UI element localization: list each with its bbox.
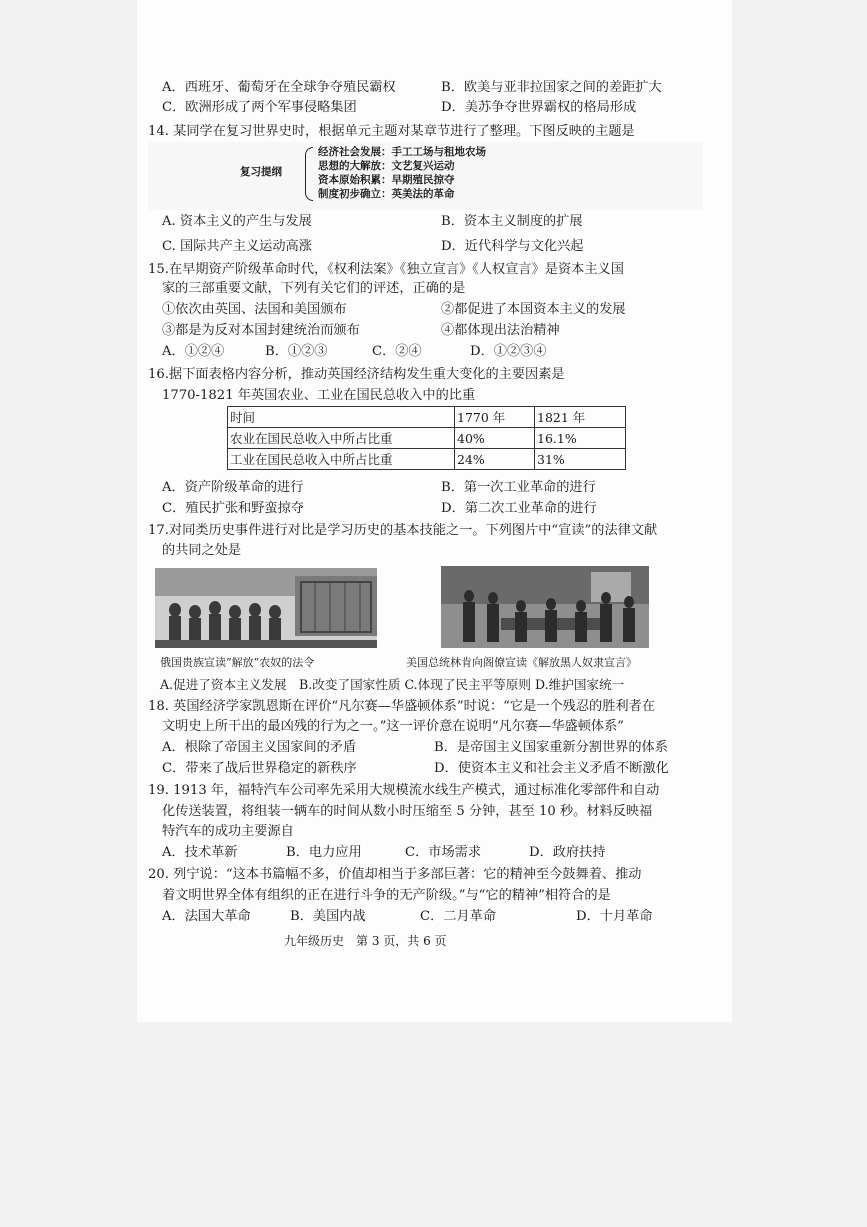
q19-stem-line-3: 特汽车的成功主要源自 [162, 824, 294, 839]
q17-options: A.促进了资本主义发展 B.改变了国家性质 C.体现了民主平等原则 D.维护国家统一 [160, 677, 625, 692]
q14-option-c: C. 国际共产主义运动高涨 [162, 239, 312, 254]
q19-stem-line-1: 19. 1913 年，福特汽车公司率先采用大规模流水线生产模式，通过标准化零部件和自动 [148, 783, 660, 798]
q17-stem-line-2: 的共同之处是 [162, 543, 242, 558]
table-row [228, 428, 626, 449]
q16-option-c: C．殖民扩张和野蛮掠夺 [162, 501, 304, 516]
image-caption-lincoln: 美国总统林肯向阁僚宣读《解放黑人奴隶宣言》 [406, 656, 637, 669]
q20-option-d: D．十月革命 [576, 909, 653, 924]
q18-stem-line-1: 18. 英国经济学家凯恩斯在评价“凡尔赛—华盛顿体系”时说：“它是一个残忍的胜利者在 [148, 699, 655, 714]
q14-stem: 14. 某同学在复习世界史时，根据单元主题对某章节进行了整理。下图反映的主题是 [148, 124, 635, 139]
q20-stem-line-2: 着文明世界全体有组织的正在进行斗争的无产阶级。”与“它的精神”相符合的是 [162, 888, 611, 903]
q14-outline-item-2: 思想的大解放：文艺复兴运动 [318, 160, 455, 172]
table-cell: 31% [535, 449, 626, 470]
q15-stem-line-1: 15.在早期资产阶级革命时代，《权利法案》《独立宣言》《人权宣言》是资本主义国 [148, 262, 624, 277]
table-cell: 40% [455, 428, 535, 449]
q15-stem-line-2: 家的三部重要文献，下列有关它们的评述，正确的是 [162, 281, 466, 296]
q18-option-d: D．使资本主义和社会主义矛盾不断激化 [434, 761, 669, 776]
table-cell: 16.1% [535, 428, 626, 449]
q15-option-b: B．①②③ [265, 344, 328, 359]
q15-statement-1: ①依次由英国、法国和美国颁布 [162, 302, 347, 317]
q13-option-c: C．欧洲形成了两个军事侵略集团 [162, 100, 357, 115]
russian-serf-decree-image [155, 568, 377, 648]
q16-table-title: 1770-1821 年英国农业、工业在国民总收入中的比重 [162, 388, 476, 403]
q15-statement-4: ④都体现出法治精神 [441, 323, 560, 338]
q18-option-b: B．是帝国主义国家重新分割世界的体系 [434, 740, 668, 755]
page-footer: 九年级历史 第 3 页，共 6 页 [284, 934, 447, 948]
brace-icon [305, 147, 313, 201]
q19-option-b: B．电力应用 [286, 845, 362, 860]
q19-option-c: C．市场需求 [405, 845, 482, 860]
table-row [228, 449, 626, 470]
q15-option-d: D．①②③④ [470, 344, 547, 359]
table-header-row [228, 407, 626, 428]
q20-option-c: C．二月革命 [420, 909, 497, 924]
q13-option-d: D．美苏争夺世界霸权的格局形成 [441, 100, 637, 115]
q14-outline-item-1: 经济社会发展：手工工场与租地农场 [318, 146, 486, 158]
q14-outline-item-3: 资本原始积累：早期殖民掠夺 [318, 174, 455, 186]
q13-option-a: A．西班牙、葡萄牙在全球争夺殖民霸权 [162, 80, 396, 95]
q14-outline-item-4: 制度初步确立：英美法的革命 [318, 188, 455, 200]
q16-option-a: A．资产阶级革命的进行 [162, 480, 304, 495]
q18-option-a: A．根除了帝国主义国家间的矛盾 [162, 740, 357, 755]
q16-option-b: B．第一次工业革命的进行 [441, 480, 596, 495]
q20-option-a: A．法国大革命 [162, 909, 251, 924]
q19-stem-line-2: 化传送装置，将组装一辆车的时间从数小时压缩至 5 分钟，甚至 10 秒。材料反映福 [162, 804, 653, 819]
q20-option-b: B．美国内战 [290, 909, 366, 924]
table-cell: 24% [455, 449, 535, 470]
table-header-cell: 1770 年 [455, 407, 535, 428]
table-cell: 工业在国民总收入中所占比重 [228, 449, 455, 470]
q19-option-d: D．政府扶持 [529, 845, 606, 860]
q14-option-d: D．近代科学与文化兴起 [441, 239, 584, 254]
q14-option-a: A. 资本主义的产生与发展 [162, 214, 312, 229]
table-header-cell: 1821 年 [535, 407, 626, 428]
q20-stem-line-1: 20. 列宁说：“这本书篇幅不多，价值却相当于多部巨著：它的精神至今鼓舞着、推动 [148, 867, 642, 882]
q14-outline-label: 复习提纲 [240, 166, 282, 178]
image-caption-russia: 俄国贵族宣读“解放”农奴的法令 [160, 656, 315, 669]
q15-option-c: C．②④ [372, 344, 422, 359]
q18-stem-line-2: 文明史上所干出的最凶残的行为之一。”这一评价意在说明“凡尔赛—华盛顿体系” [162, 719, 624, 734]
table-header-cell: 时间 [228, 407, 455, 428]
q17-stem-line-1: 17.对同类历史事件进行对比是学习历史的基本技能之一。下列图片中“宣读”的法律文献 [148, 523, 658, 538]
q14-option-b: B．资本主义制度的扩展 [441, 214, 583, 229]
lincoln-emancipation-image [441, 566, 649, 648]
q16-stem: 16.据下面表格内容分析，推动英国经济结构发生重大变化的主要因素是 [148, 367, 565, 382]
q15-statement-2: ②都促进了本国资本主义的发展 [441, 302, 626, 317]
q13-option-b: B．欧美与亚非拉国家之间的差距扩大 [441, 80, 662, 95]
q16-option-d: D．第二次工业革命的进行 [441, 501, 597, 516]
q19-option-a: A．技术革新 [162, 845, 238, 860]
table-cell: 农业在国民总收入中所占比重 [228, 428, 455, 449]
q18-option-c: C．带来了战后世界稳定的新秩序 [162, 761, 357, 776]
q15-statement-3: ③都是为反对本国封建统治而颁布 [162, 323, 360, 338]
q16-data-table [227, 406, 626, 470]
q15-option-a: A．①②④ [162, 344, 225, 359]
